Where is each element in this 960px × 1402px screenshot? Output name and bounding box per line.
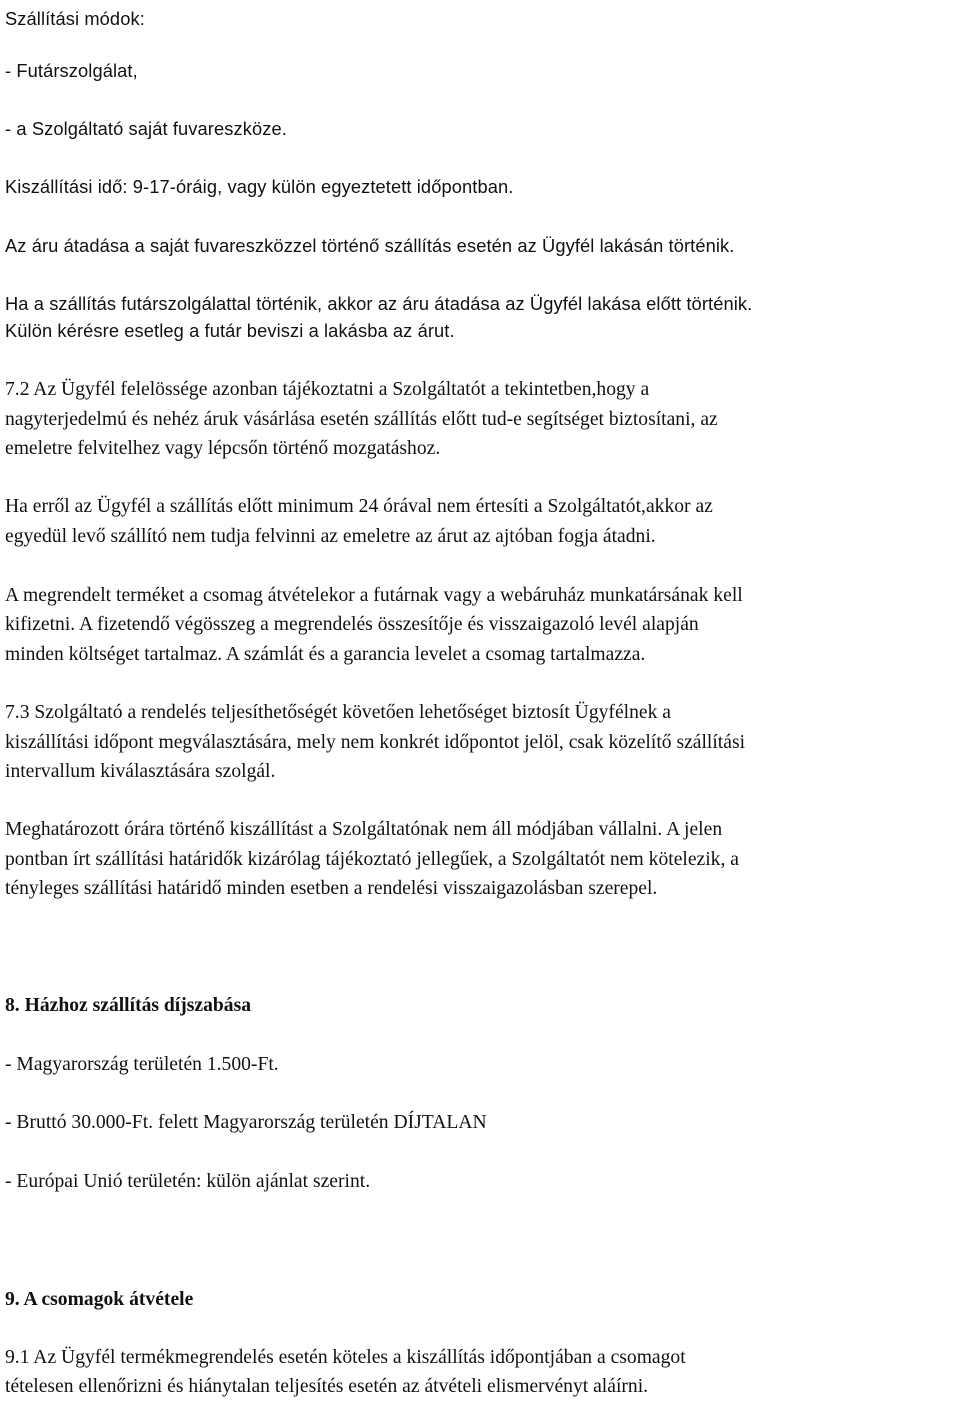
section-9-1-line-2: tételesen ellenőrizni és hiánytalan teljesítés esetén az átvételi elismervényt aláírni. xyxy=(5,1376,649,1397)
section-9-1-line-1: 9.1 Az Ügyfél termékmegrendelés esetén köteles a kiszállítás időpontjában a csomagot xyxy=(5,1347,686,1368)
section-7-3-line-2: kiszállítási időpont megválasztására, mely nem konkrét időpontot jelöl, csak közelítő szállítási xyxy=(5,732,746,753)
payment-paragraph-line-1: A megrendelt terméket a csomag átvételekor a futárnak vagy a webáruház munkatársának kell xyxy=(5,585,743,606)
section-7-2-line-2: nagyterjedelmú és nehéz áruk vásárlása esetén szállítás előtt tud-e segítséget biztosítani, az xyxy=(5,409,718,430)
scheduled-delivery-line-1: Meghatározott órára történő kiszállítást a Szolgáltatónak nem áll módjában vállalni. A jelen xyxy=(5,819,723,840)
scheduled-delivery-line-2: pontban írt szállítási határidők kizárólag tájékoztató jellegűek, a Szolgáltatót nem kötelezik, a xyxy=(5,849,739,870)
handover-own-vehicle-text: Az áru átadása a saját fuvareszközzel történő szállítás esetén az Ügyfél lakásán történik. xyxy=(5,235,735,256)
list-item-own-vehicle: - a Szolgáltató saját fuvareszköze. xyxy=(5,118,287,139)
list-item-courier: - Futárszolgálat, xyxy=(5,60,138,81)
fee-item-free-threshold: - Bruttó 30.000-Ft. felett Magyarország területén DÍJTALAN xyxy=(5,1112,487,1133)
handover-courier-text-cont: Külön kérésre esetleg a futár beviszi a lakásba az árut. xyxy=(5,320,455,341)
shipping-methods-heading: Szállítási módok: xyxy=(5,8,145,29)
notification-paragraph-line-1: Ha erről az Ügyfél a szállítás előtt minimum 24 órával nem értesíti a Szolgáltatót,akkor az xyxy=(5,496,713,517)
section-7-2-line-3: emeletre felvitelhez vagy lépcsőn történő mozgatáshoz. xyxy=(5,438,441,459)
section-7-2-line-1: 7.2 Az Ügyfél felelössége azonban tájékoztatni a Szolgáltatót a tekintetben,hogy a xyxy=(5,379,650,400)
payment-paragraph-line-2: kifizetni. A fizetendő végösszeg a megrendelés összesítője és visszaigazoló levél alapján xyxy=(5,614,699,635)
fee-item-eu: - Európai Unió területén: külön ajánlat szerint. xyxy=(5,1171,371,1192)
payment-paragraph-line-3: minden költséget tartalmaz. A számlát és a garancia levelet a csomag tartalmazza. xyxy=(5,644,646,665)
fee-item-domestic: - Magyarország területén 1.500-Ft. xyxy=(5,1054,279,1075)
handover-courier-text: Ha a szállítás futárszolgálattal történik, akkor az áru átadása az Ügyfél lakása előtt történik. xyxy=(5,293,753,314)
delivery-time-text: Kiszállítási idő: 9-17-óráig, vagy külön egyeztetett időpontban. xyxy=(5,176,514,197)
notification-paragraph-line-2: egyedül levő szállító nem tudja felvinni az emeletre az árut az ajtóban fogja átadni. xyxy=(5,526,656,547)
scheduled-delivery-line-3: tényleges szállítási határidő minden esetben a rendelési visszaigazolásban szerepel. xyxy=(5,878,658,899)
section-7-3-line-3: intervallum kiválasztására szolgál. xyxy=(5,761,276,782)
section-9-heading: 9. A csomagok átvétele xyxy=(5,1289,194,1310)
section-8-heading: 8. Házhoz szállítás díjszabása xyxy=(5,995,252,1016)
section-7-3-line-1: 7.3 Szolgáltató a rendelés teljesíthetőségét követően lehetőséget biztosít Ügyfélnek a xyxy=(5,702,671,723)
